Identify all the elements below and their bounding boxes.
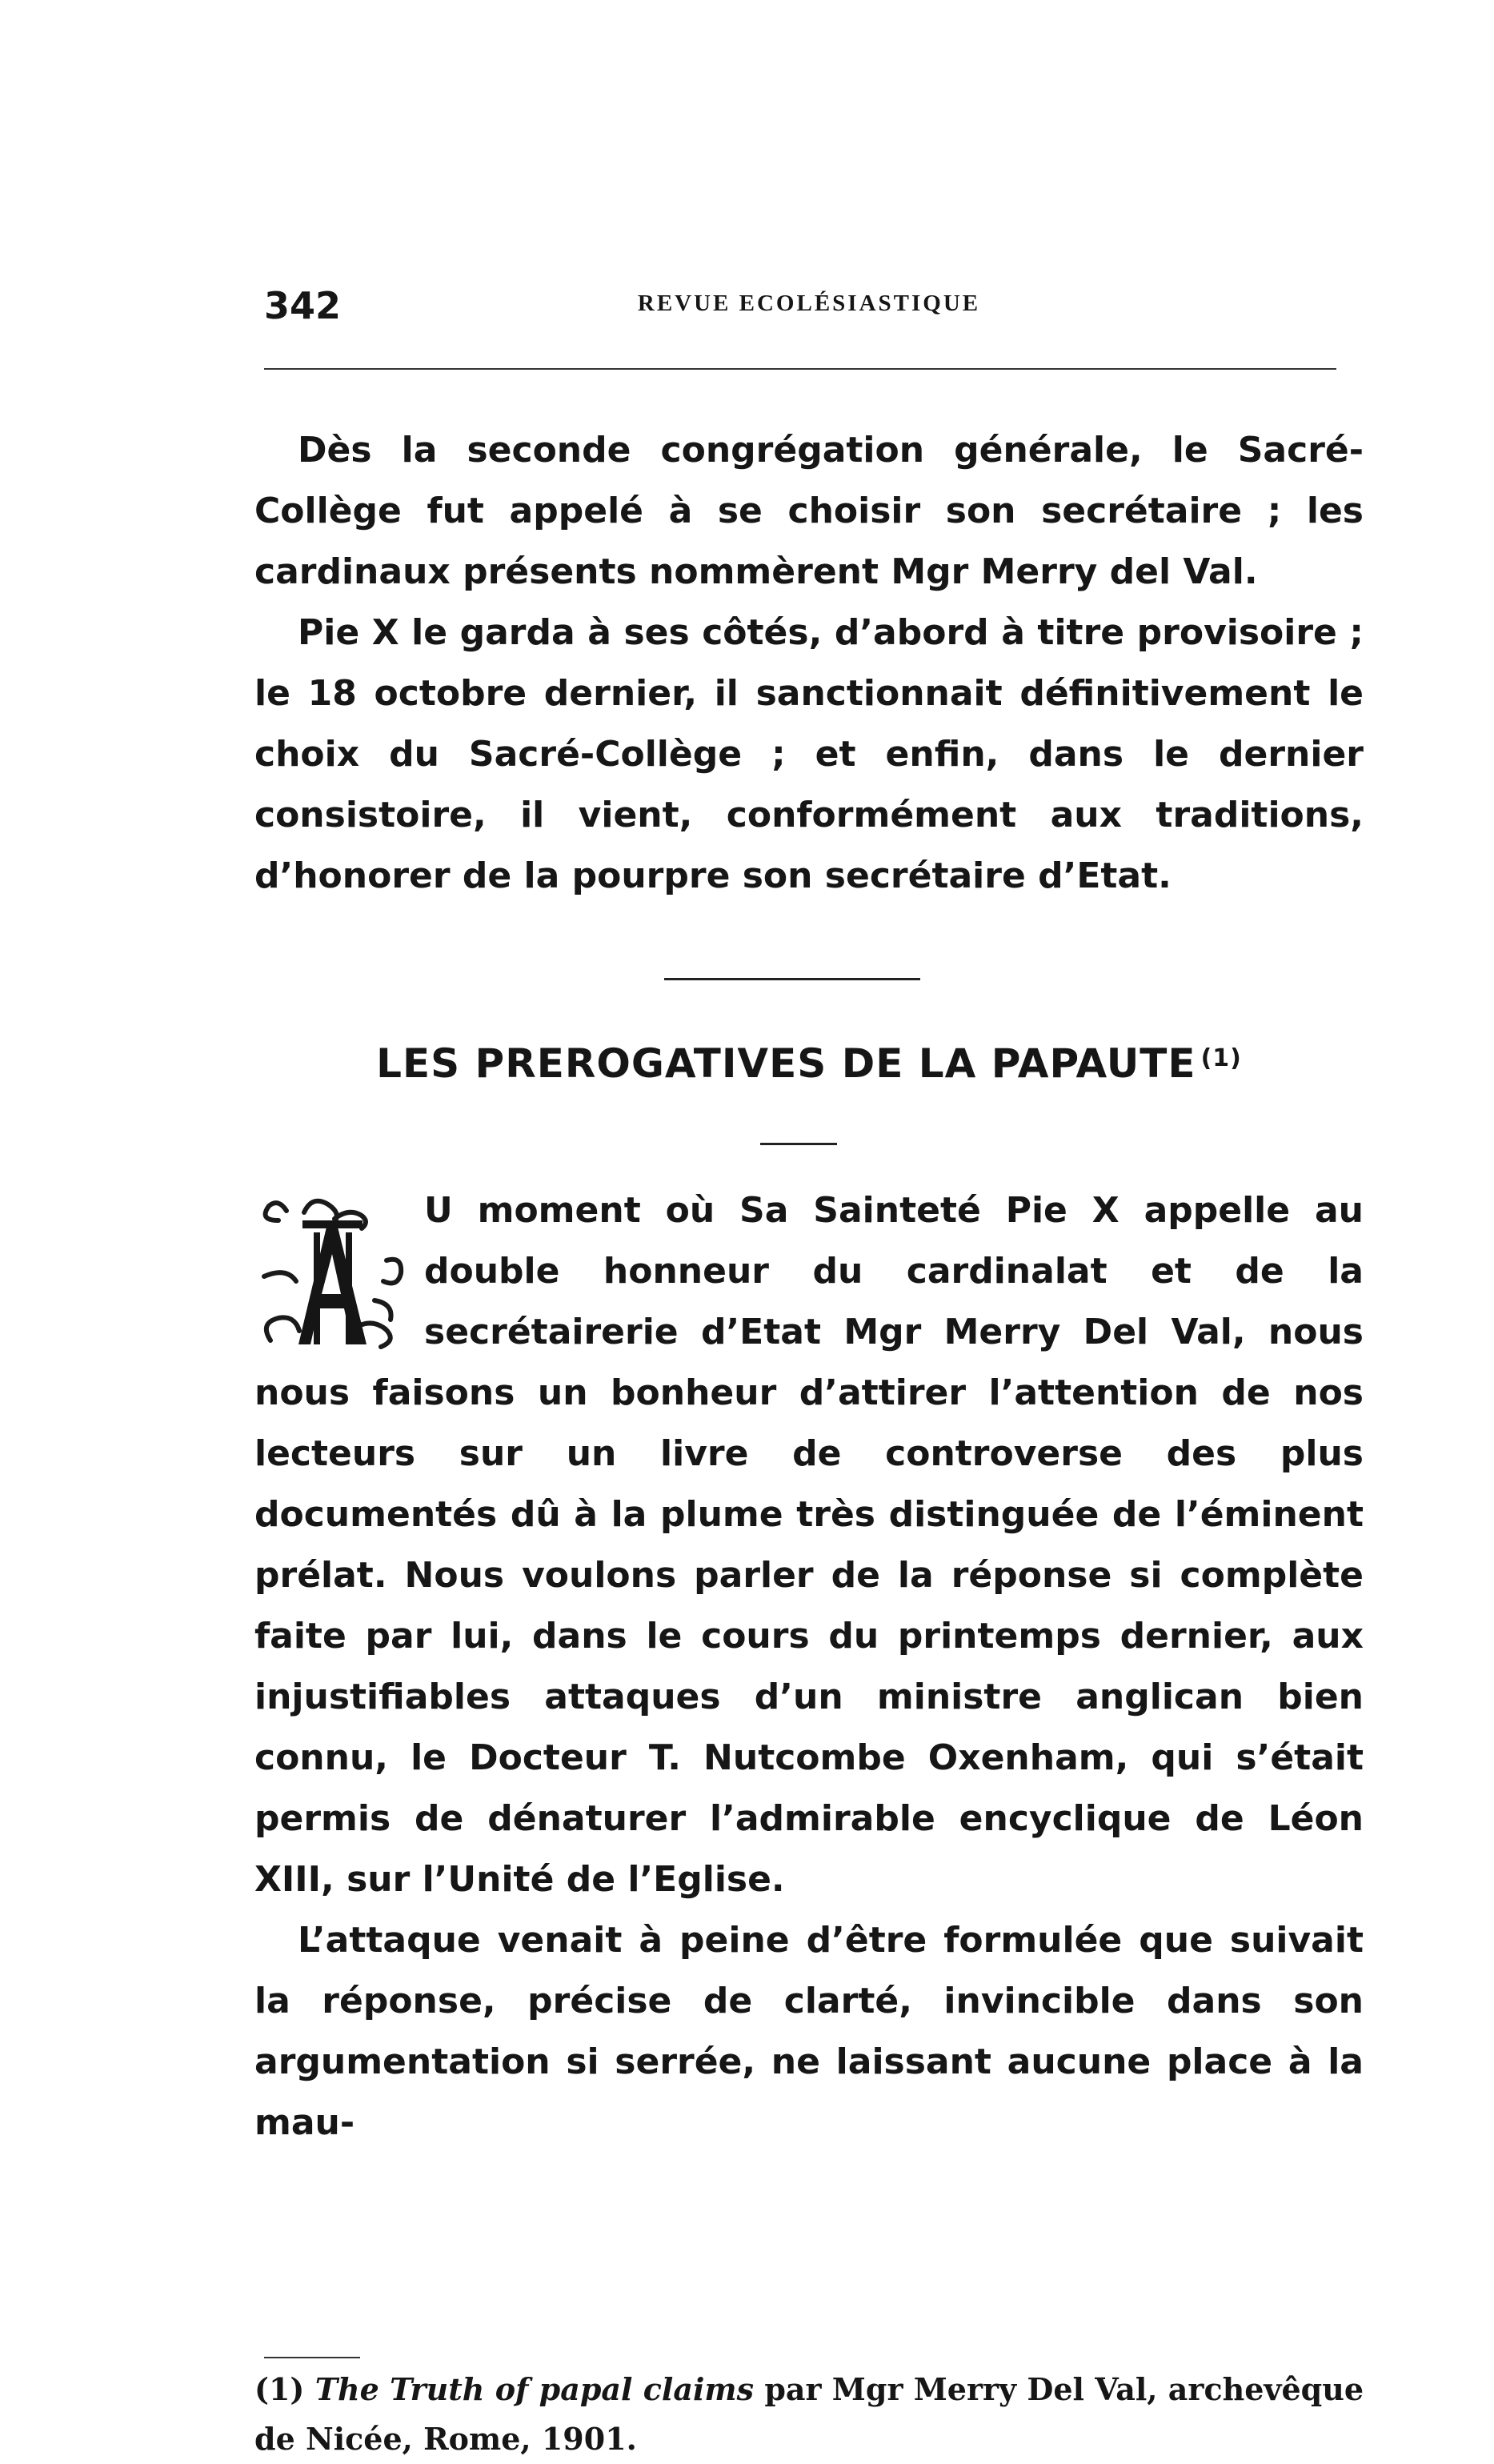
section-title-note-marker: (1) (1200, 1044, 1242, 1072)
title-underline-rule (760, 1143, 837, 1145)
article-text (254, 1180, 1364, 2153)
section-title-text: LES PREROGATIVES DE LA PAPAUTE (376, 1040, 1196, 1087)
article-paragraph-1 (254, 1180, 1364, 1910)
ornamental-dropcap-icon (254, 1188, 407, 1356)
footnote-marker: (1) (254, 2371, 305, 2407)
article-paragraph-1-text: U moment où Sa Sainteté Pie X appelle au double honneur du cardinalat et de la secrétairerie d’Etat Mgr Merry Del Val, nous nous faisons un bonheur d’attirer l’attention de nos lecteurs sur un livre de controverse des plus documentés dû à la plume très distinguée de l’éminent prélat. Nous voulons parler de la réponse si complète faite par lui, dans le cours du printemps dernier, aux injustifiables attaques d’un ministre anglican bien connu, le Docteur T. Nutcombe Oxenham, qui s’était permis de dénaturer l’admirable encyclique de Léon XIII, sur l’Unité de l’Eglise. (254, 1190, 1364, 1900)
intro-paragraph-1: Dès la seconde congrégation générale, le Sacré-Collège fut appelé à se choisir son secrétaire ; les cardinaux présents nommèrent Mgr Merry del Val. (254, 430, 1364, 592)
running-title: REVUE ECOLÉSIASTIQUE (637, 290, 981, 316)
section-title (254, 1040, 1364, 1087)
page-header (254, 284, 1364, 332)
footnote (254, 2365, 1364, 2464)
page-number: 342 (264, 284, 342, 327)
footnote-book-title: The Truth of papal claims (314, 2371, 755, 2407)
intro-text (254, 420, 1364, 907)
footnote-rule (264, 2357, 360, 2358)
article-paragraph-2: L’attaque venait à peine d’être formulée que suivait la réponse, précise de clarté, invincible dans son argumentation si serrée, ne laissant aucune place à la mau- (254, 1920, 1364, 2143)
intro-paragraph-2: Pie X le garda à ses côtés, d’abord à titre provisoire ; le 18 octobre dernier, il sanctionnait définitivement le choix du Sacré-Collège ; et enfin, dans le dernier consistoire, il vient, conformément aux traditions, d’honorer de la pourpre son secrétaire d’Etat. (254, 612, 1364, 896)
footnote-text: par Mgr Merry Del Val, archevêque de Nicée, Rome, 1901. (254, 2371, 1364, 2457)
header-rule (264, 368, 1336, 370)
section-separator-rule (664, 978, 920, 980)
